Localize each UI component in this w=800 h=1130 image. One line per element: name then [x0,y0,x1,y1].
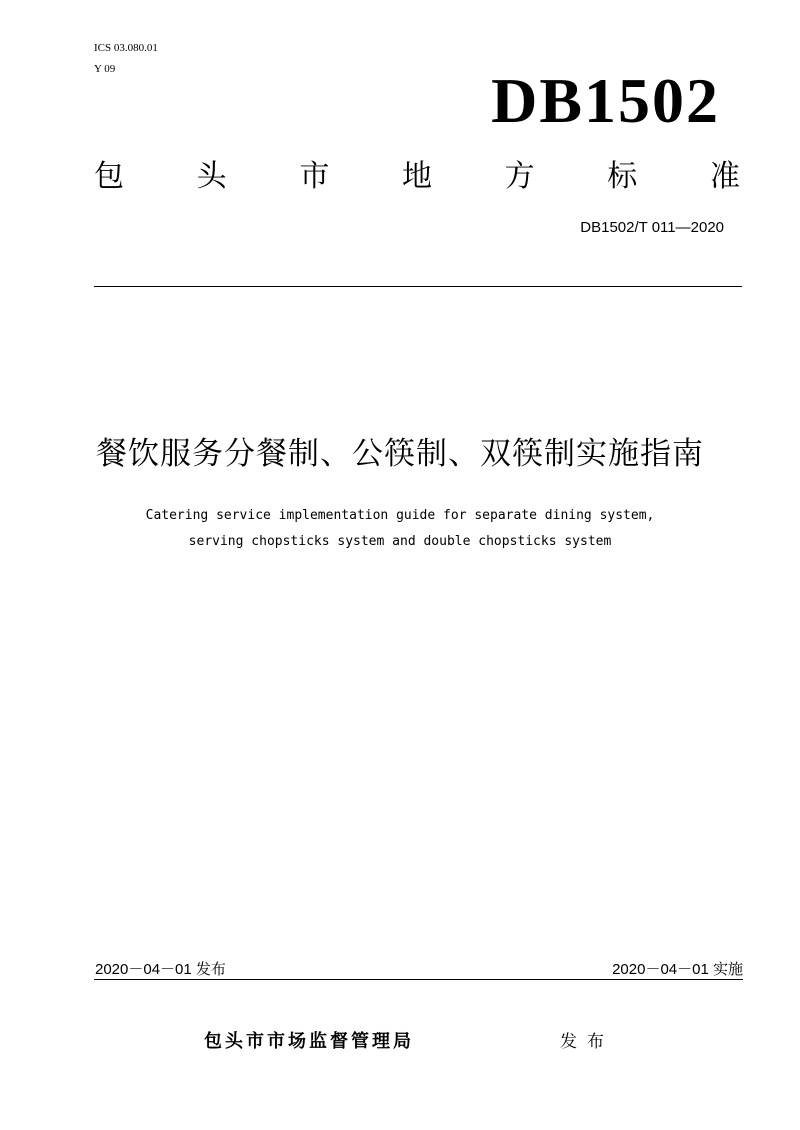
title-english-line1: Catering service implementation guide for separate dining system, [145,508,655,523]
standard-type-char: 市 [299,159,330,194]
db-code: DB1502 [491,65,720,136]
standard-type-char: 包 [94,159,124,194]
standard-type [94,157,740,197]
issuer-name: 包头市市场监督管理局 [204,1031,414,1052]
header-divider [94,286,742,287]
title-chinese: 餐饮服务分餐制、公筷制、双筷制实施指南 [96,436,704,472]
footer-divider [94,979,743,980]
standard-number: DB1502/T 011—2020 [580,219,724,236]
classification-code: Y 09 [94,63,116,75]
publish-date: 2020－04－01 发布 [95,961,226,978]
issue-label: 发布 [560,1032,614,1052]
title-english-line2: serving chopsticks system and double chopsticks system [188,534,612,549]
standard-type-char: 头 [196,159,227,194]
standard-type-char: 标 [607,159,638,194]
standard-type-char: 方 [504,159,535,194]
ics-code: ICS 03.080.01 [94,42,158,54]
standard-type-char: 地 [401,159,432,194]
standard-type-char: 准 [709,159,740,194]
implement-date: 2020－04－01 实施 [612,961,743,978]
